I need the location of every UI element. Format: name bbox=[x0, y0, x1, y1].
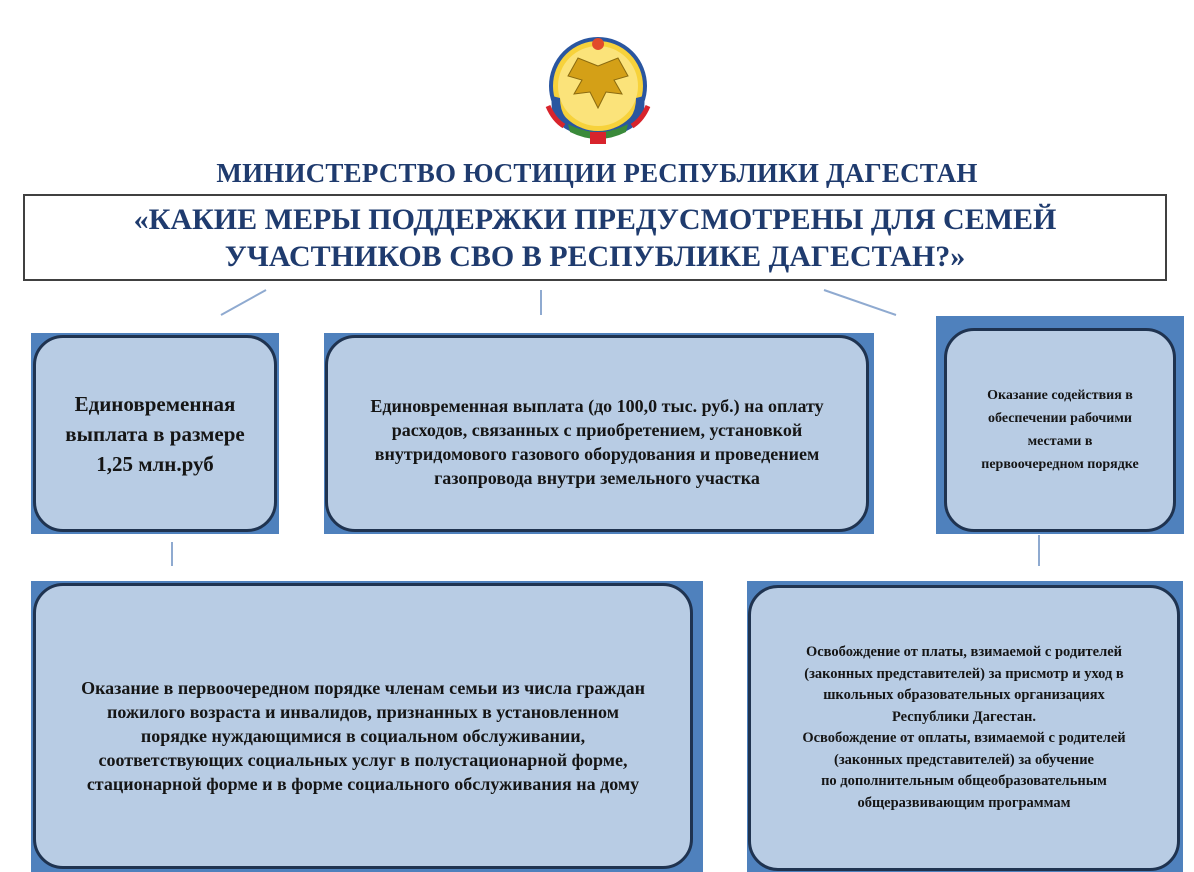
connector-left bbox=[221, 290, 266, 315]
jobs-box bbox=[936, 316, 1184, 534]
ministry-name: МИНИСТЕРСТВО ЮСТИЦИИ РЕСПУБЛИКИ ДАГЕСТАН bbox=[216, 158, 978, 188]
lump-sum-text: Единовременная выплата в размере 1,25 млн.руб bbox=[33, 335, 277, 532]
gas-payment-box bbox=[324, 333, 874, 534]
education-box bbox=[747, 581, 1183, 872]
jobs-text: Оказание содействия в обеспечении рабочими местами в первоочередном порядке bbox=[944, 328, 1176, 532]
title-box bbox=[23, 194, 1167, 281]
lump-sum-box bbox=[31, 333, 279, 534]
social-services-text: Оказание в первоочередном порядке членам семьи из числа граждан пожилого возраста и инвалидов, признанных в установленном порядке нуждающимися в социальном обслуживании, соответствующих социальных услуг в полустационарной форме, стационарной форме и в форме социального обслуживания на дому bbox=[33, 583, 693, 869]
education-text: Освобождение от платы, взимаемой с родителей (законных представителей) за присмотр и уход в школьных образовательных организациях Республики Дагестан. Освобождение от оплаты, взимаемой с родителей (законных представителей) за обучение по дополнительным общеобразовательным общеразвивающим программам bbox=[748, 585, 1180, 871]
dagestan-emblem-icon bbox=[538, 36, 658, 148]
connector-right bbox=[824, 290, 896, 315]
social-services-box bbox=[31, 581, 703, 872]
page-title: «КАКИЕ МЕРЫ ПОДДЕРЖКИ ПРЕДУСМОТРЕНЫ ДЛЯ СЕМЕЙ УЧАСТНИКОВ СВО В РЕСПУБЛИКЕ ДАГЕСТАН?» bbox=[133, 202, 1057, 273]
gas-payment-text: Единовременная выплата (до 100,0 тыс. руб.) на оплату расходов, связанных с приобретением, установкой внутридомового газового оборудования и проведением газопровода внутри земельного участка bbox=[325, 335, 869, 532]
